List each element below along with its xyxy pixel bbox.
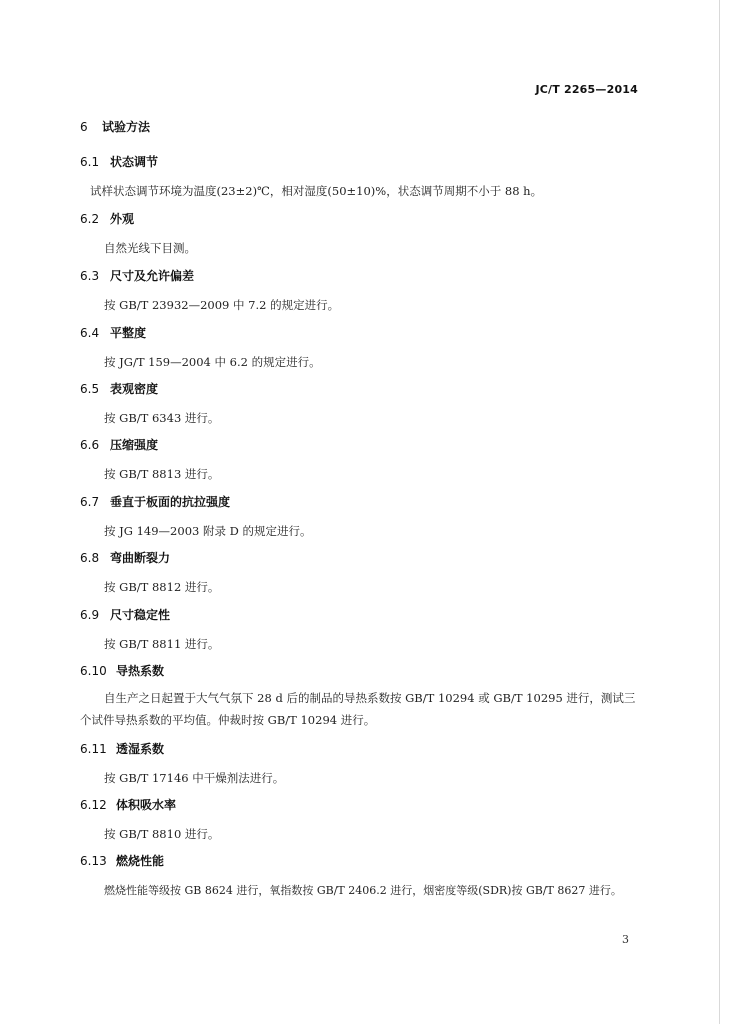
subsection-heading: [80, 153, 158, 170]
subsection-number: 6.12: [80, 798, 107, 812]
page-number: 3: [622, 933, 629, 946]
subsection-text: 按 GB/T 8812 进行。: [104, 580, 220, 594]
standard-code-header: JC/T 2265—2014: [535, 83, 638, 96]
subsection-number: 6.7: [80, 495, 100, 509]
subsection-text: 按 GB/T 6343 进行。: [104, 411, 220, 425]
subsection-title: 平整度: [110, 326, 147, 340]
subsection-text: 按 JG/T 159—2004 中 6.2 的规定进行。: [104, 355, 321, 369]
subsection-number: 6.5: [80, 382, 100, 396]
subsection-heading: [80, 662, 164, 679]
subsection-heading: [80, 380, 158, 397]
section-heading: [80, 118, 150, 135]
subsection-title: 垂直于板面的抗拉强度: [110, 495, 231, 509]
subsection-title: 表观密度: [110, 382, 159, 396]
subsection-text: 自然光线下目测。: [104, 241, 196, 255]
subsection-number: 6.3: [80, 269, 100, 283]
subsection-title: 状态调节: [110, 155, 159, 169]
subsection-title: 体积吸水率: [116, 798, 177, 812]
subsection-heading: [80, 549, 170, 566]
subsection-title: 弯曲断裂力: [110, 551, 171, 565]
section-number: 6: [80, 120, 88, 134]
subsection-text: 按 GB/T 8813 进行。: [104, 467, 220, 481]
subsection-heading: [80, 606, 170, 623]
subsection-text: 试样状态调节环境为温度(23±2)℃，相对湿度(50±10)%，状态调节周期不小于 88 h。: [90, 184, 543, 198]
subsection-number: 6.10: [80, 664, 107, 678]
subsection-text: 按 GB/T 8810 进行。: [104, 827, 220, 841]
subsection-title: 压缩强度: [110, 438, 159, 452]
subsection-text: 按 GB/T 23932—2009 中 7.2 的规定进行。: [104, 298, 340, 312]
subsection-heading: [80, 436, 158, 453]
subsection-number: 6.6: [80, 438, 100, 452]
subsection-heading: [80, 740, 164, 757]
subsection-title: 外观: [110, 212, 135, 226]
subsection-number: 6.2: [80, 212, 100, 226]
subsection-text: 自生产之日起置于大气气氛下 28 d 后的制品的导热系数按 GB/T 10294 或 GB/T 10295 进行，测试三个试件导热系数的平均值。仲裁时按 GB/T 10294 进行。: [80, 691, 636, 727]
subsection-text: 按 GB/T 8811 进行。: [104, 637, 220, 651]
subsection-heading: [80, 493, 230, 510]
subsection-number: 6.4: [80, 326, 100, 340]
subsection-heading: [80, 324, 146, 341]
subsection-title: 尺寸及允许偏差: [110, 269, 195, 283]
subsection-heading: [80, 796, 176, 813]
subsection-heading: [80, 210, 134, 227]
subsection-number: 6.13: [80, 854, 107, 868]
subsection-number: 6.9: [80, 608, 100, 622]
section-title: 试验方法: [102, 120, 151, 134]
subsection-title: 透湿系数: [116, 742, 165, 756]
subsection-title: 燃烧性能: [116, 854, 165, 868]
scan-edge-line: [719, 0, 720, 1024]
subsection-text: 按 GB/T 17146 中干燥剂法进行。: [104, 771, 285, 785]
subsection-number: 6.8: [80, 551, 100, 565]
subsection-title: 导热系数: [116, 664, 165, 678]
subsection-text: 按 JG 149—2003 附录 D 的规定进行。: [104, 524, 312, 538]
subsection-heading: [80, 267, 194, 284]
subsection-title: 尺寸稳定性: [110, 608, 171, 622]
subsection-number: 6.11: [80, 742, 107, 756]
subsection-text: 燃烧性能等级按 GB 8624 进行，氧指数按 GB/T 2406.2 进行，烟密度等级(SDR)按 GB/T 8627 进行。: [104, 884, 622, 897]
subsection-number: 6.1: [80, 155, 100, 169]
subsection-heading: [80, 852, 164, 869]
